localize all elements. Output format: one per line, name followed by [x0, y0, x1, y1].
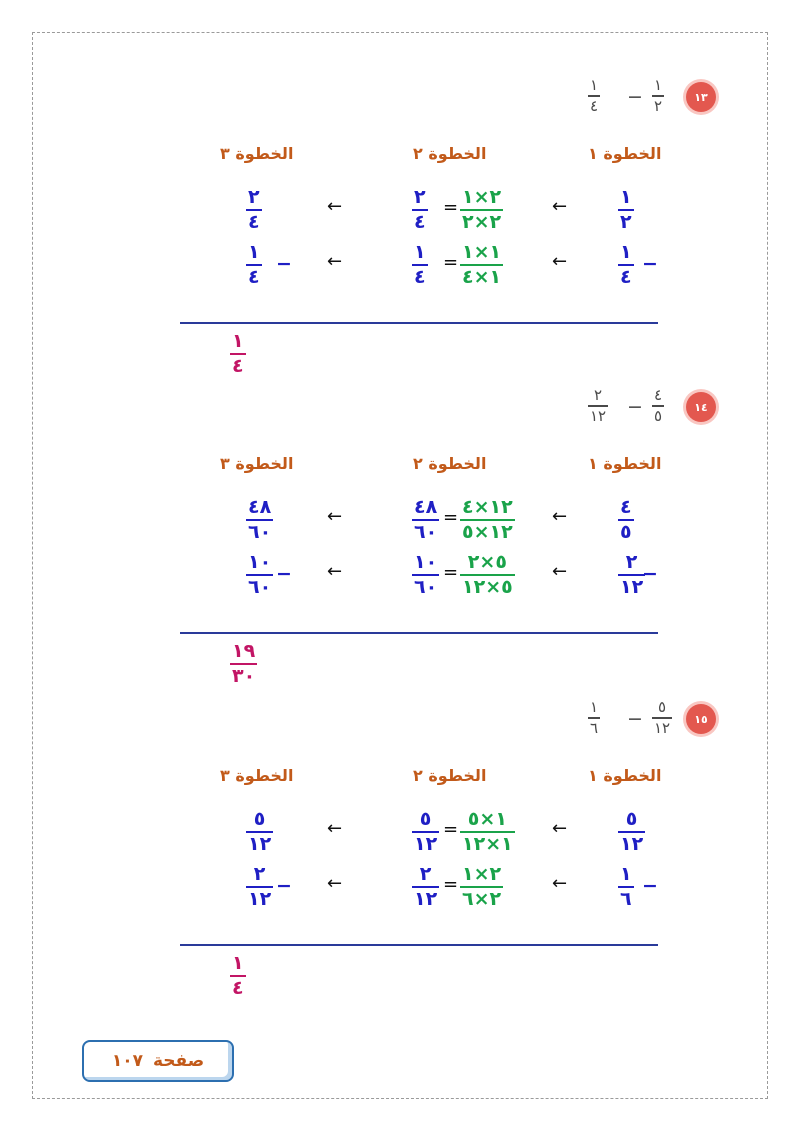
page-number: ١٠٧ — [111, 1051, 143, 1071]
minus-sign: − — [276, 875, 292, 897]
numerator: ١٢×٤ — [462, 496, 513, 518]
numerator: ١×٥ — [467, 808, 507, 830]
step-1-heading: الخطوة ١ — [588, 144, 662, 163]
arrow-icon: ← — [552, 506, 568, 527]
step-3-fraction — [246, 810, 273, 854]
arrow-icon: ← — [552, 251, 568, 272]
step-2-heading: الخطوة ٢ — [413, 454, 487, 473]
page-label: صفحة — [152, 1051, 205, 1071]
denominator: ٣٠ — [232, 665, 256, 687]
step-2-multiplier-fraction — [460, 188, 503, 232]
numerator: ٢ — [594, 386, 603, 404]
denominator: ١٢ — [590, 407, 607, 425]
step-2-multiplier-fraction — [460, 810, 515, 854]
denominator: ٦٠ — [248, 576, 272, 598]
equals-sign: = — [443, 252, 459, 273]
denominator: ١٢ — [414, 888, 438, 910]
numerator: ١ — [590, 698, 599, 716]
numerator: ٢ — [625, 551, 638, 573]
arrow-icon: ← — [327, 506, 343, 527]
step-1-fraction — [618, 865, 634, 909]
numerator: ١ — [620, 863, 632, 885]
denominator: ٦٠ — [248, 521, 272, 543]
step-2-multiplier-fraction — [460, 243, 503, 287]
problem-number-badge: ١٣ — [686, 82, 716, 112]
expression-second-fraction — [588, 78, 600, 114]
numerator: ٤ — [654, 386, 663, 404]
denominator: ٤ — [414, 266, 426, 288]
expression-second-fraction — [588, 700, 600, 736]
arrow-icon: ← — [552, 561, 568, 582]
denominator: ٤ — [590, 97, 599, 115]
step-3-fraction — [246, 865, 273, 909]
denominator: ١٢ — [654, 719, 671, 737]
denominator: ٤ — [248, 266, 260, 288]
numerator: ١ — [620, 241, 632, 263]
numerator: ٥ — [419, 808, 432, 830]
step-2-multiplier-fraction — [460, 498, 515, 542]
step-2-multiplier-fraction — [460, 553, 515, 597]
denominator: ٤ — [232, 355, 244, 377]
result-rule — [180, 322, 658, 324]
numerator: ٥ — [253, 808, 266, 830]
numerator: ٥ — [625, 808, 638, 830]
denominator: ٦ — [620, 888, 632, 910]
equals-sign: = — [443, 562, 459, 583]
minus-sign: − — [627, 86, 643, 108]
step-2-result-fraction — [412, 553, 439, 597]
problem-number-badge: ١٥ — [686, 704, 716, 734]
step-2-result-fraction — [412, 188, 428, 232]
numerator: ٢ — [253, 863, 266, 885]
step-3-heading: الخطوة ٣ — [220, 454, 294, 473]
equals-sign: = — [443, 507, 459, 528]
numerator: ١ — [414, 241, 426, 263]
denominator: ٦٠ — [414, 521, 438, 543]
denominator: ١٢ — [414, 833, 438, 855]
numerator: ١ — [590, 76, 599, 94]
arrow-icon: ← — [552, 818, 568, 839]
expression-second-fraction — [588, 388, 608, 424]
arrow-icon: ← — [327, 561, 343, 582]
minus-sign: − — [642, 875, 658, 897]
result-rule — [180, 944, 658, 946]
numerator: ٥ — [658, 698, 667, 716]
answer-fraction — [230, 954, 246, 998]
step-2-multiplier-fraction — [460, 865, 503, 909]
step-1-fraction — [618, 810, 645, 854]
expression-first-fraction — [652, 388, 664, 424]
numerator: ٢ — [419, 863, 432, 885]
numerator: ٢ — [248, 186, 260, 208]
minus-sign: − — [627, 708, 643, 730]
numerator: ١ — [620, 186, 632, 208]
step-2-result-fraction — [412, 810, 439, 854]
step-2-heading: الخطوة ٢ — [413, 766, 487, 785]
denominator: ١٢×٥ — [462, 521, 513, 543]
step-2-result-fraction — [412, 865, 439, 909]
step-1-heading: الخطوة ١ — [588, 454, 662, 473]
denominator: ١٢ — [248, 888, 272, 910]
arrow-icon: ← — [327, 251, 343, 272]
numerator: ١٩ — [232, 640, 256, 662]
answer-fraction — [230, 332, 246, 376]
arrow-icon: ← — [552, 196, 568, 217]
arrow-icon: ← — [552, 873, 568, 894]
numerator: ٥×٢ — [467, 551, 507, 573]
arrow-icon: ← — [327, 873, 343, 894]
step-2-result-fraction — [412, 243, 428, 287]
step-3-fraction — [246, 188, 262, 232]
step-1-heading: الخطوة ١ — [588, 766, 662, 785]
numerator: ١٠ — [248, 551, 272, 573]
equals-sign: = — [443, 819, 459, 840]
answer-fraction — [230, 642, 257, 686]
numerator: ١×١ — [462, 241, 502, 263]
denominator: ١٢ — [248, 833, 272, 855]
minus-sign: − — [276, 253, 292, 275]
numerator: ١ — [232, 330, 244, 352]
problem-number-badge: ١٤ — [686, 392, 716, 422]
numerator: ٤٨ — [248, 496, 272, 518]
step-1-fraction — [618, 188, 634, 232]
minus-sign: − — [627, 396, 643, 418]
numerator: ٢×١ — [462, 863, 502, 885]
step-1-fraction — [618, 243, 634, 287]
arrow-icon: ← — [327, 196, 343, 217]
numerator: ١٠ — [414, 551, 438, 573]
denominator: ٥×١٢ — [462, 576, 513, 598]
expression-first-fraction — [652, 700, 672, 736]
minus-sign: − — [276, 563, 292, 585]
step-3-fraction — [246, 498, 273, 542]
denominator: ٦٠ — [414, 576, 438, 598]
denominator: ٢ — [620, 211, 632, 233]
denominator: ١٢ — [620, 833, 644, 855]
step-3-fraction — [246, 243, 262, 287]
numerator: ١ — [232, 952, 244, 974]
denominator: ٤ — [232, 977, 244, 999]
equals-sign: = — [443, 874, 459, 895]
step-3-fraction — [246, 553, 273, 597]
denominator: ٤ — [620, 266, 632, 288]
numerator: ١ — [654, 76, 663, 94]
page-number-box — [82, 1040, 234, 1082]
equals-sign: = — [443, 197, 459, 218]
denominator: ٢×٦ — [462, 888, 502, 910]
denominator: ٦ — [590, 719, 599, 737]
denominator: ٤ — [248, 211, 260, 233]
step-3-heading: الخطوة ٣ — [220, 766, 294, 785]
numerator: ٢×١ — [462, 186, 502, 208]
denominator: ٥ — [620, 521, 632, 543]
numerator: ٤٨ — [414, 496, 438, 518]
denominator: ٢ — [654, 97, 663, 115]
step-2-result-fraction — [412, 498, 439, 542]
arrow-icon: ← — [327, 818, 343, 839]
denominator: ٤ — [414, 211, 426, 233]
step-2-heading: الخطوة ٢ — [413, 144, 487, 163]
minus-sign: − — [642, 253, 658, 275]
denominator: ٥ — [654, 407, 663, 425]
step-1-fraction — [618, 498, 634, 542]
numerator: ٤ — [620, 496, 632, 518]
minus-sign: − — [642, 563, 658, 585]
numerator: ٢ — [414, 186, 426, 208]
expression-first-fraction — [652, 78, 664, 114]
numerator: ١ — [248, 241, 260, 263]
denominator: ١×٤ — [462, 266, 502, 288]
denominator: ١٢ — [620, 576, 644, 598]
result-rule — [180, 632, 658, 634]
denominator: ٢×٢ — [462, 211, 502, 233]
denominator: ١×١٢ — [462, 833, 513, 855]
step-3-heading: الخطوة ٣ — [220, 144, 294, 163]
